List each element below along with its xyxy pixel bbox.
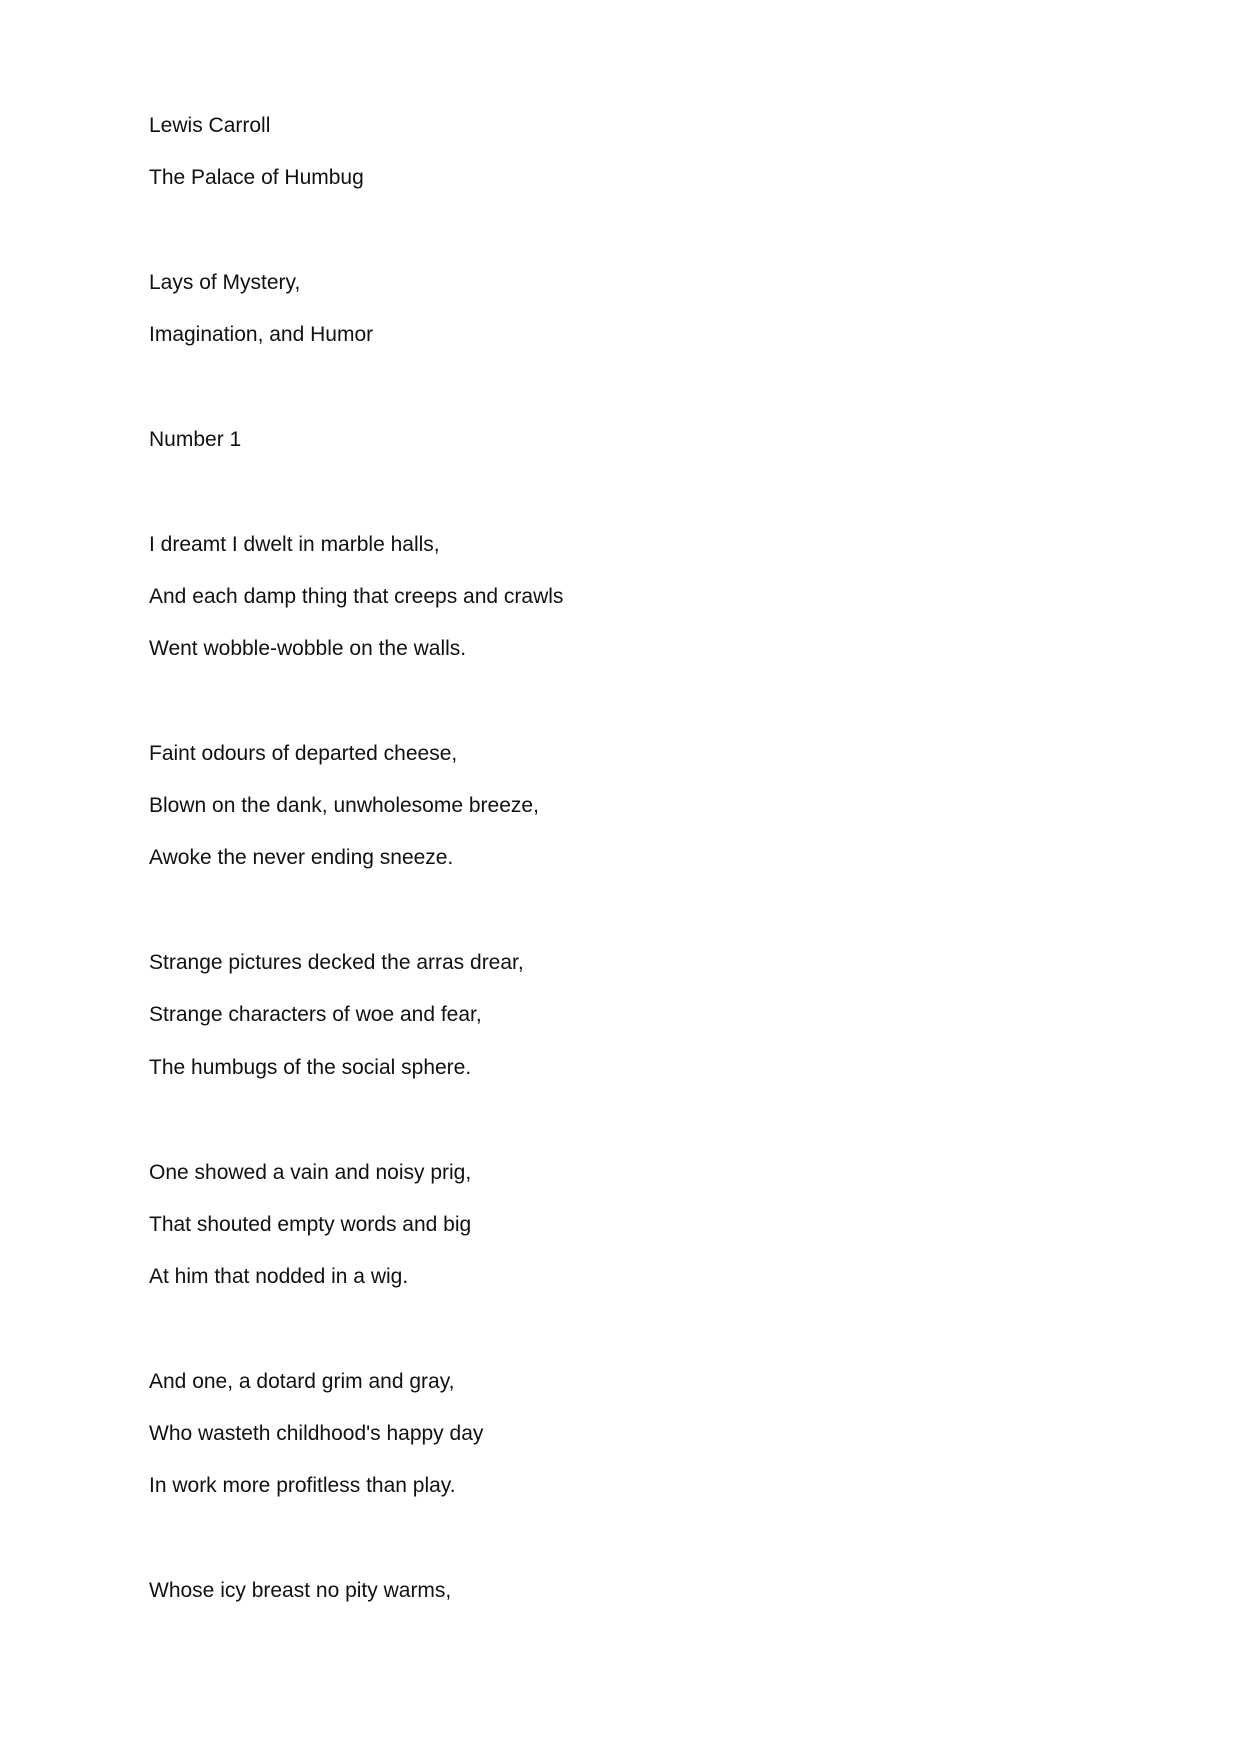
verse-line: Went wobble-wobble on the walls. <box>149 637 467 660</box>
verse-line: The humbugs of the social sphere. <box>149 1056 472 1079</box>
subtitle-line-2: Imagination, and Humor <box>149 323 374 346</box>
verse-line: And one, a dotard grim and gray, <box>149 1370 455 1393</box>
verse-line: Strange pictures decked the arras drear, <box>149 951 524 974</box>
verse-line: Faint odours of departed cheese, <box>149 742 458 765</box>
verse-line: Awoke the never ending sneeze. <box>149 846 454 869</box>
verse-line: One showed a vain and noisy prig, <box>149 1161 472 1184</box>
poem-title: The Palace of Humbug <box>149 166 364 189</box>
verse-line: Who wasteth childhood's happy day <box>149 1422 484 1445</box>
verse-line: Strange characters of woe and fear, <box>149 1003 482 1026</box>
verse-line: Blown on the dank, unwholesome breeze, <box>149 794 539 817</box>
verse-line: I dreamt I dwelt in marble halls, <box>149 533 440 556</box>
subtitle-line-1: Lays of Mystery, <box>149 271 301 294</box>
verse-line: Whose icy breast no pity warms, <box>149 1579 452 1602</box>
verse-line: In work more profitless than play. <box>149 1474 456 1497</box>
verse-line: That shouted empty words and big <box>149 1213 472 1236</box>
poem-number: Number 1 <box>149 428 242 451</box>
author-name: Lewis Carroll <box>149 114 271 137</box>
verse-line: At him that nodded in a wig. <box>149 1265 409 1288</box>
verse-line: And each damp thing that creeps and crawls <box>149 585 564 608</box>
